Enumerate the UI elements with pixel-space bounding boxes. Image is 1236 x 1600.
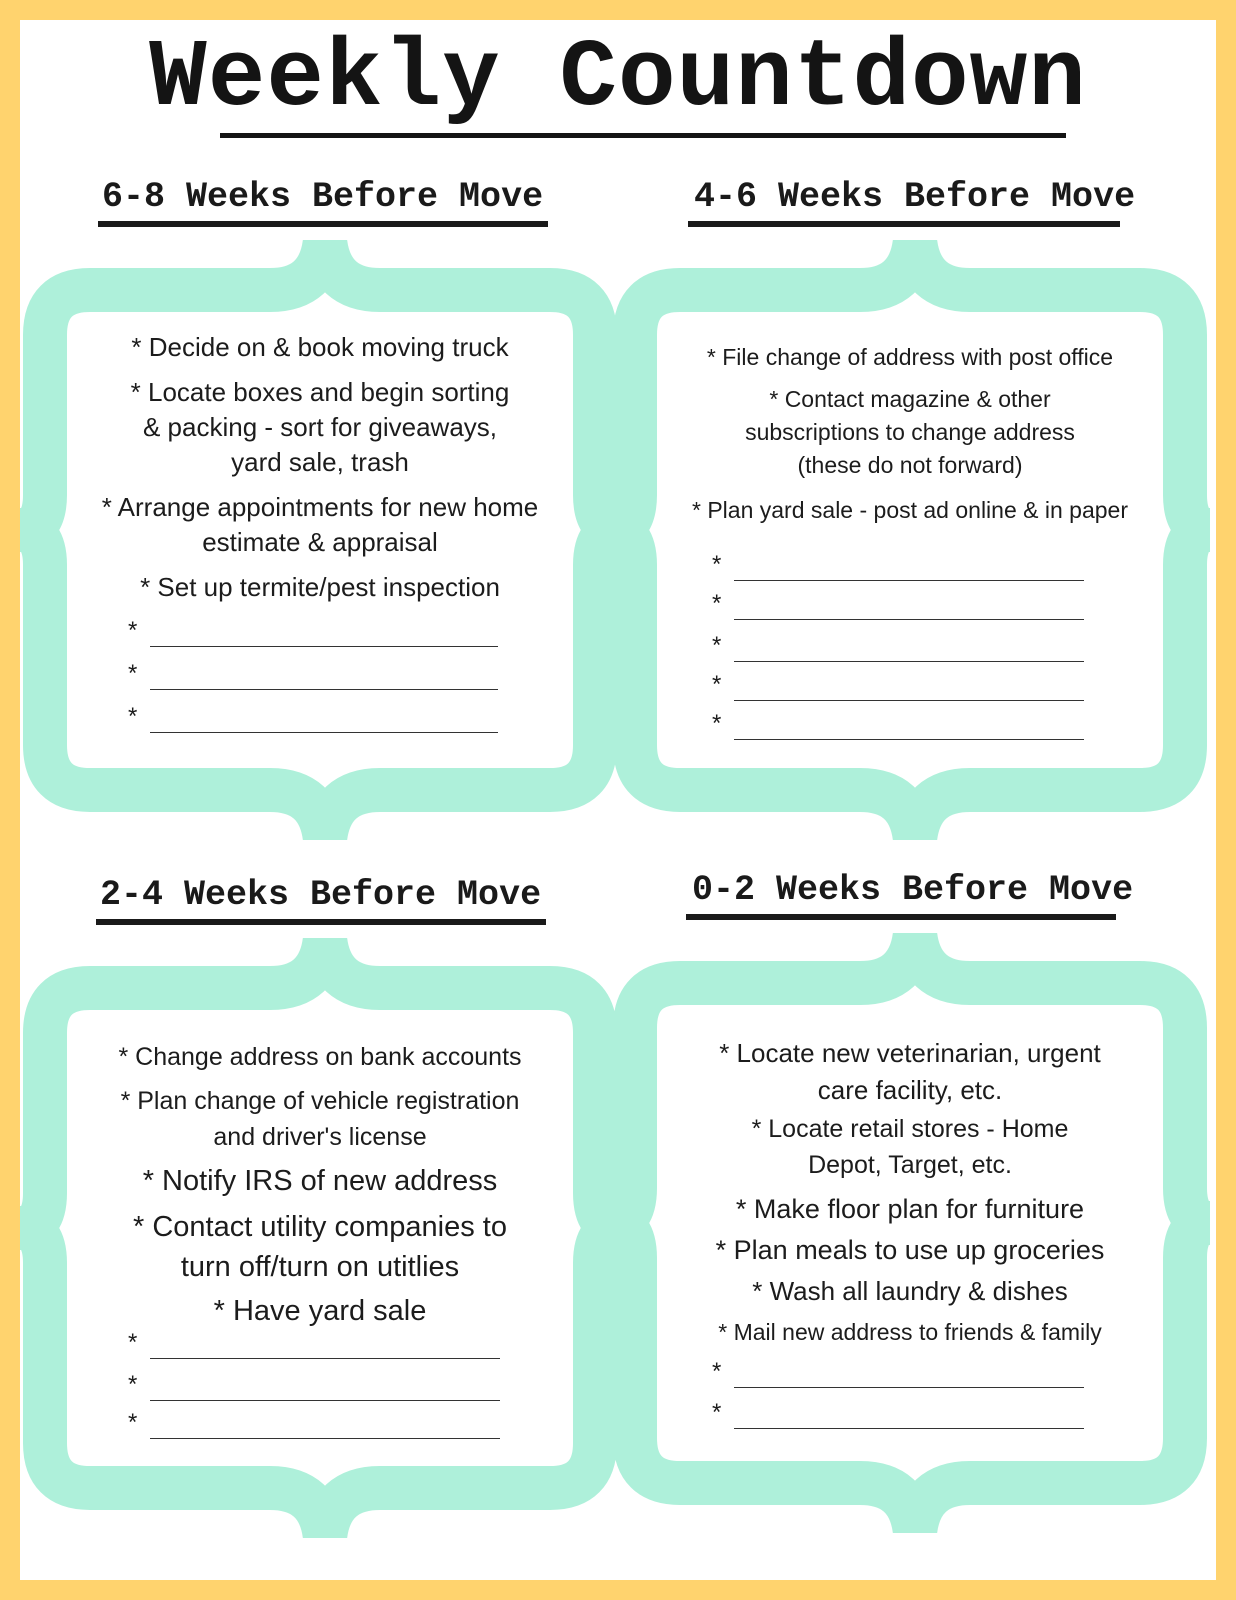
section-heading: 6-8 Weeks Before Move xyxy=(102,177,544,217)
task-item: * Locate retail stores - Home Depot, Target, etc. xyxy=(751,1115,1069,1179)
section-heading: 0-2 Weeks Before Move xyxy=(692,870,1134,910)
blank-marker: * xyxy=(712,590,722,617)
blank-line xyxy=(734,619,1084,621)
blank-line xyxy=(734,661,1084,663)
page-title: Weekly Countdown xyxy=(149,24,1087,133)
blank-marker: * xyxy=(712,551,722,578)
section-heading: 4-6 Weeks Before Move xyxy=(694,177,1136,217)
heading-underline xyxy=(96,919,546,925)
section-6-8-weeks xyxy=(20,175,620,875)
task-item: * Set up termite/pest inspection xyxy=(140,572,500,602)
blank-entry[interactable] xyxy=(128,705,498,733)
task-item: * Plan change of vehicle registration and driver's license xyxy=(120,1087,520,1151)
title-underline xyxy=(220,133,1066,138)
section-4-6-weeks xyxy=(610,175,1210,875)
task-item: * Have yard sale xyxy=(213,1295,427,1327)
blank-marker: * xyxy=(128,703,138,730)
task-item: * Plan meals to use up groceries xyxy=(715,1235,1105,1265)
blank-entry[interactable] xyxy=(712,592,1084,620)
blank-line xyxy=(150,732,498,734)
blank-line xyxy=(734,1428,1084,1430)
blank-line xyxy=(734,700,1084,702)
task-item: * File change of address with post office xyxy=(706,344,1114,370)
section-0-2-weeks xyxy=(610,868,1210,1568)
blank-line xyxy=(150,1400,500,1402)
frame-shape xyxy=(610,240,1210,840)
task-list xyxy=(80,1039,560,1331)
task-item: * Locate new veterinarian, urgent care facility, etc. xyxy=(719,1038,1101,1105)
blank-marker: * xyxy=(712,671,722,698)
blank-entry[interactable] xyxy=(128,619,498,647)
task-item: * Arrange appointments for new home estimate & appraisal xyxy=(101,492,539,557)
task-item: * Mail new address to friends & family xyxy=(718,1319,1102,1345)
task-item: * Wash all laundry & dishes xyxy=(752,1276,1068,1306)
task-list xyxy=(666,1035,1154,1351)
blank-entry[interactable] xyxy=(128,1373,500,1401)
blank-marker: * xyxy=(128,1371,138,1398)
blank-marker: * xyxy=(128,1409,138,1436)
blank-entry[interactable] xyxy=(712,1401,1084,1429)
decorative-frame xyxy=(610,240,1210,840)
task-item: * Plan yard sale - post ad online & in paper xyxy=(692,497,1128,523)
blank-entry[interactable] xyxy=(712,673,1084,701)
heading-underline xyxy=(688,221,1120,227)
blank-entry[interactable] xyxy=(128,1411,500,1439)
blank-entry[interactable] xyxy=(712,712,1084,740)
section-heading: 2-4 Weeks Before Move xyxy=(100,875,542,915)
blank-line xyxy=(734,580,1084,582)
blank-entry[interactable] xyxy=(712,553,1084,581)
blank-entry[interactable] xyxy=(128,662,498,690)
task-item: * Notify IRS of new address xyxy=(142,1165,498,1197)
blank-marker: * xyxy=(712,1399,722,1426)
blank-marker: * xyxy=(712,710,722,737)
blank-entry[interactable] xyxy=(712,1360,1084,1388)
blank-marker: * xyxy=(128,1329,138,1356)
blank-line xyxy=(150,646,498,648)
blank-marker: * xyxy=(128,617,138,644)
blank-entry[interactable] xyxy=(712,634,1084,662)
task-item: * Contact utility companies to turn off/turn on utitlies xyxy=(133,1211,507,1283)
task-item: * Contact magazine & other subscriptions to change address (these do not forward) xyxy=(745,386,1075,478)
blank-line xyxy=(150,1358,500,1360)
task-list xyxy=(668,341,1152,527)
blank-line xyxy=(150,1438,500,1440)
heading-underline xyxy=(686,914,1116,920)
blank-marker: * xyxy=(712,1358,722,1385)
task-item: * Change address on bank accounts xyxy=(118,1043,522,1071)
blank-line xyxy=(150,689,498,691)
blank-line xyxy=(734,1387,1084,1389)
blank-entry[interactable] xyxy=(128,1331,500,1359)
task-item: * Locate boxes and begin sorting & packing - sort for giveaways, yard sale, trash xyxy=(130,377,510,477)
task-list xyxy=(80,330,560,605)
blank-line xyxy=(734,739,1084,741)
blank-marker: * xyxy=(712,632,722,659)
task-item: * Make floor plan for furniture xyxy=(735,1194,1085,1224)
blank-marker: * xyxy=(128,660,138,687)
heading-underline xyxy=(98,221,548,227)
section-2-4-weeks xyxy=(20,873,620,1573)
task-item: * Decide on & book moving truck xyxy=(131,332,509,362)
